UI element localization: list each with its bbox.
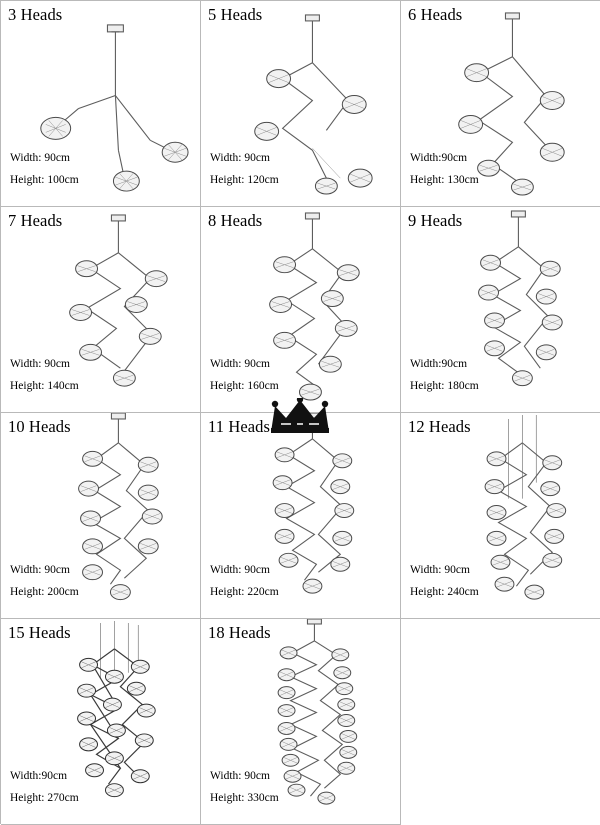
cell-height-spec: Height: 140cm [10, 380, 79, 392]
cell-width-spec: Width: 90cm [410, 564, 470, 576]
cell-height-spec: Height: 130cm [410, 174, 479, 186]
chart-cell-empty [401, 619, 600, 825]
cell-title: 6 Heads [408, 5, 463, 24]
cell-title: 10 Heads [8, 417, 71, 436]
cell-height-spec: Height: 270cm [10, 792, 79, 804]
chart-cell-6-heads [401, 1, 600, 207]
cell-height-spec: Height: 160cm [210, 380, 279, 392]
cell-width-spec: Width: 90cm [210, 152, 270, 164]
cell-height-spec: Height: 200cm [10, 586, 79, 598]
cell-height-spec: Height: 180cm [410, 380, 479, 392]
cell-height-spec: Height: 220cm [210, 586, 279, 598]
cell-title: 12 Heads [408, 417, 471, 436]
chart-cell-7-heads [1, 207, 201, 413]
cell-height-spec: Height: 120cm [210, 174, 279, 186]
cell-title: 5 Heads [208, 5, 263, 24]
cell-width-spec: Width: 90cm [210, 358, 270, 370]
cell-title: 9 Heads [408, 211, 463, 230]
cell-width-spec: Width: 90cm [10, 358, 70, 370]
cell-height-spec: Height: 240cm [410, 586, 479, 598]
cell-width-spec: Width: 90cm [210, 564, 270, 576]
chart-cell-11-heads [201, 413, 401, 619]
cell-width-spec: Width:90cm [10, 770, 68, 782]
cell-title: 11 Heads [208, 417, 271, 436]
cell-width-spec: Width:90cm [410, 152, 468, 164]
cell-width-spec: Width: 90cm [210, 770, 270, 782]
crown-logo-watermark [269, 398, 331, 434]
cell-title: 18 Heads [208, 623, 271, 642]
chart-cell-10-heads [1, 413, 201, 619]
chart-cell-3-heads [1, 1, 201, 207]
cell-width-spec: Width: 90cm [10, 152, 70, 164]
cell-height-spec: Height: 100cm [10, 174, 79, 186]
cell-title: 7 Heads [8, 211, 63, 230]
cell-width-spec: Width:90cm [410, 358, 468, 370]
chart-cell-8-heads [201, 207, 401, 413]
cell-width-spec: Width: 90cm [10, 564, 70, 576]
cell-height-spec: Height: 330cm [210, 792, 279, 804]
chart-cell-12-heads [401, 413, 600, 619]
chart-cell-9-heads [401, 207, 600, 413]
cell-title: 8 Heads [208, 211, 263, 230]
cell-title: 15 Heads [8, 623, 71, 642]
chart-cell-5-heads [201, 1, 401, 207]
chart-cell-18-heads [201, 619, 401, 825]
cell-title: 3 Heads [8, 5, 63, 24]
chart-cell-15-heads [1, 619, 201, 825]
